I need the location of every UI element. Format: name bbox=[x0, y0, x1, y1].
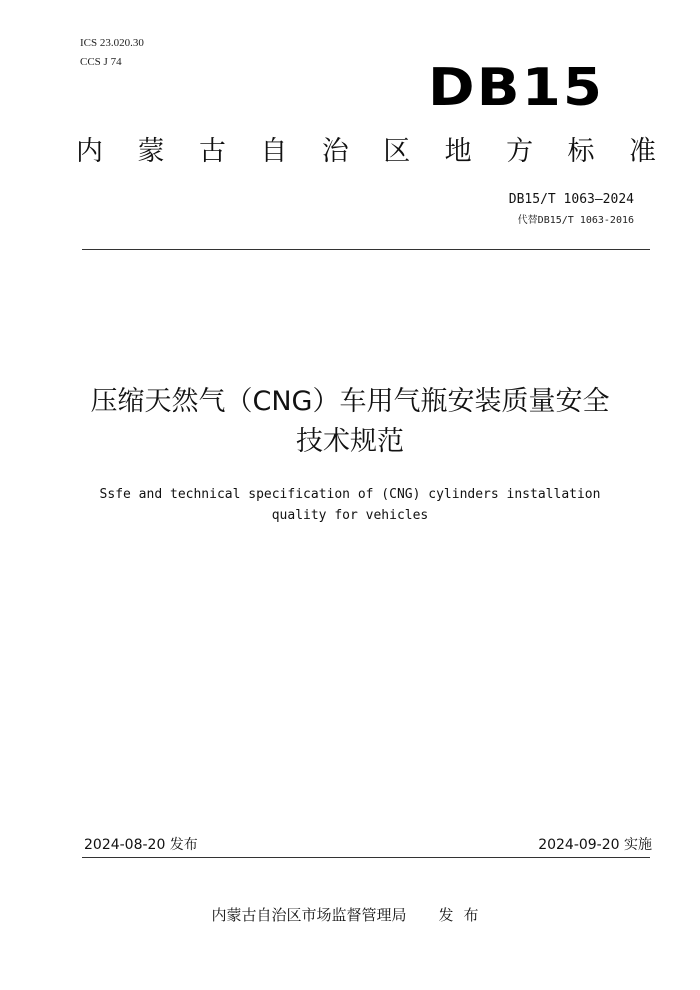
standard-type-title bbox=[76, 134, 656, 170]
implement-date: 2024-09-20 实施 bbox=[538, 837, 652, 853]
standard-type-char: 自 bbox=[260, 136, 288, 167]
issuer-action: 发布 bbox=[438, 906, 489, 924]
title-en-line1: Ssfe and technical specification of (CNG) cylinders installation bbox=[99, 487, 601, 502]
replaces-standard: 代替DB15/T 1063-2016 bbox=[517, 215, 634, 226]
db15-logo: DB15 bbox=[427, 58, 604, 118]
ics-code: ICS 23.020.30 bbox=[80, 37, 144, 49]
standard-number: DB15/T 1063—2024 bbox=[508, 192, 634, 207]
title-cn-line1: 压缩天然气（CNG）车用气瓶安装质量安全 bbox=[90, 386, 610, 417]
publish-date: 2024-08-20 发布 bbox=[84, 837, 198, 853]
title-en-line2: quality for vehicles bbox=[271, 508, 429, 523]
standard-type-char: 准 bbox=[628, 136, 656, 167]
standard-type-char: 区 bbox=[383, 136, 411, 167]
classification-codes bbox=[80, 34, 144, 72]
standard-type-char: 方 bbox=[506, 136, 534, 167]
title-cn-line2: 技术规范 bbox=[296, 426, 404, 457]
standard-type-char: 标 bbox=[567, 136, 595, 167]
document-title-cn bbox=[40, 382, 660, 462]
footer-divider bbox=[82, 857, 650, 858]
issuer-name: 内蒙古自治区市场监督管理局 bbox=[211, 906, 407, 924]
standard-type-char: 治 bbox=[321, 136, 349, 167]
standard-type-char: 蒙 bbox=[137, 136, 165, 167]
standard-type-char: 地 bbox=[444, 136, 472, 167]
header-divider bbox=[82, 249, 650, 250]
issuer-line bbox=[0, 905, 700, 925]
standard-type-char: 内 bbox=[76, 136, 103, 167]
ccs-code: CCS J 74 bbox=[80, 56, 122, 68]
document-title-en bbox=[40, 484, 660, 526]
standard-type-char: 古 bbox=[198, 136, 226, 167]
